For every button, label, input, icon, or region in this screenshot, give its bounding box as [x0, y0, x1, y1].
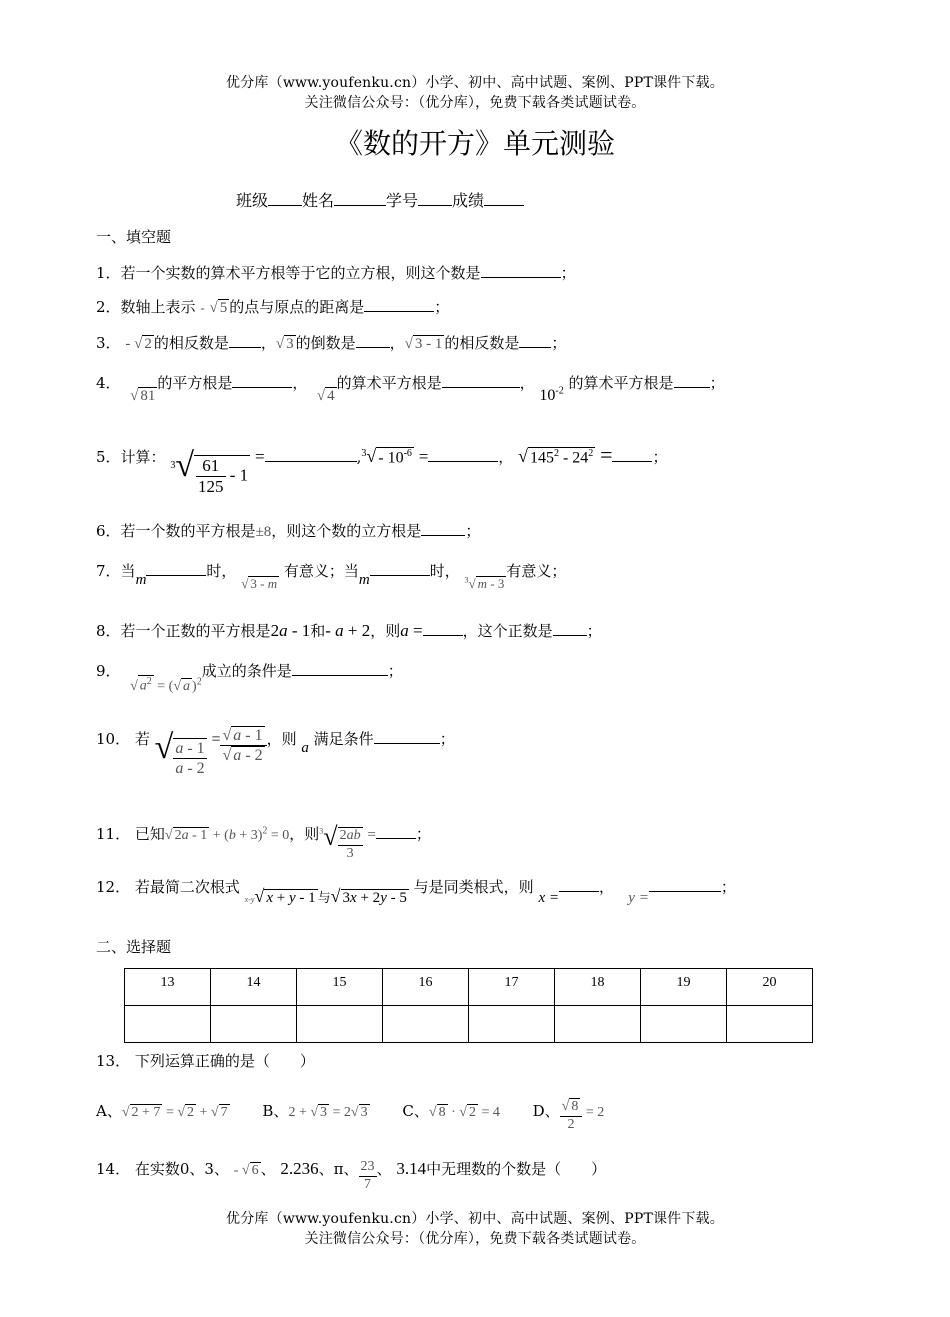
answer-header-19: 19 — [641, 969, 727, 1006]
answer-header-13: 13 — [125, 969, 211, 1006]
question-13: 13． 下列运算正确的是（ ） — [96, 1052, 315, 1070]
student-info — [236, 188, 524, 211]
question-13-options — [96, 1098, 604, 1134]
footer-line-1: 优分库（www.youfenku.cn）小学、初中、高中试题、案例、PPT课件下载。 — [226, 1211, 724, 1227]
answer-cell[interactable] — [125, 1006, 211, 1043]
header-line-1: 优分库（www.youfenku.cn）小学、初中、高中试题、案例、PPT课件下载。 — [226, 75, 724, 91]
answer-cell[interactable] — [383, 1006, 469, 1043]
answer-header-20: 20 — [727, 969, 813, 1006]
answer-header-17: 17 — [469, 969, 555, 1006]
answer-cell[interactable] — [211, 1006, 297, 1043]
question-9: 9． √ $a^2$ = (√ a )$^2$成立的条件是 ； — [96, 662, 403, 694]
score-label: 成绩 — [452, 191, 485, 210]
question-5: 5．计算： $_3$√ $\frac{61}{125}$ - $1 = ,^3√ - 10^{-6}$ = ， √ $145^2 - 24^2$ = ； — [96, 442, 668, 497]
option-a[interactable]: A、√ 2 + 7 = √ 2 + √ 7 — [96, 1101, 228, 1120]
answer-blank[interactable] — [481, 263, 561, 278]
answer-header-15: 15 — [297, 969, 383, 1006]
answer-cell[interactable] — [555, 1006, 641, 1043]
answer-header-18: 18 — [555, 969, 641, 1006]
question-1: 1．若一个实数的算术平方根等于它的立方根，则这个数是 ； — [96, 264, 576, 282]
option-c[interactable]: C、√ 8 · √ 2 = 4 — [402, 1101, 500, 1120]
question-8: 8．若一个正数的平方根是2a - 1和- a + 2，则a = ，这个正数是 ； — [96, 621, 602, 640]
answer-cell[interactable] — [641, 1006, 727, 1043]
class-label: 班级 — [236, 191, 269, 210]
question-3: 3． - √ 2 的相反数是 ，√ 3 的倒数是 ，√ 3 - 1 的相反数是 ； — [96, 334, 567, 352]
name-label: 姓名 — [302, 191, 335, 210]
header-line-2: 关注微信公众号：（优分库），免费下载各类试题试卷。 — [304, 95, 646, 111]
question-4: 4． √ 81的平方根是 ， √ 4的算术平方根是 ， $10^{-2}$ 的算术平方根是 ； — [96, 374, 725, 404]
answer-cell[interactable] — [469, 1006, 555, 1043]
option-b[interactable]: B、2 + √ 3 = 2√ 3 — [262, 1101, 368, 1120]
question-2: 2．数轴上表示 - √ 5 的点与原点的距离是 ； — [96, 298, 450, 316]
question-14: 14． 在实数0、3、 - √ 6 、 2.236、π、 $\frac{23}{7}$ 、 3.14中无理数的个数是（ ） — [96, 1159, 607, 1192]
question-6: 6．若一个数的平方根是±8，则这个数的立方根是 ； — [96, 522, 481, 540]
section-multiple-choice: 二、选择题 — [96, 938, 172, 956]
question-12: 12． 若最简二次根式 $_{x-y}$√ x + y - 1 与√ 3x + 2y - 5 与是同类根式，则 x =， y =； — [96, 878, 736, 906]
question-10: 10． 若 √ $\frac{a - 1}{a - 2}$ = $\frac{√ a - 1}{√ a - 2}$ ，则 a 满足条件 ； — [96, 727, 455, 778]
answer-table — [124, 968, 813, 1043]
number-label: 学号 — [386, 191, 419, 210]
answer-header-16: 16 — [383, 969, 469, 1006]
answer-header-14: 14 — [211, 969, 297, 1006]
question-7: 7．当m 时， √ 3 - m 有意义；当m 时， $^3$√ m - 3有意义； — [96, 562, 567, 591]
answer-cell[interactable] — [727, 1006, 813, 1043]
footer-line-2: 关注微信公众号：（优分库），免费下载各类试题试卷。 — [304, 1231, 646, 1247]
answer-blank[interactable] — [364, 297, 434, 312]
page-title: 《数的开方》单元测验 — [334, 127, 615, 160]
answer-cell[interactable] — [297, 1006, 383, 1043]
section-fill-in: 一、填空题 — [96, 228, 172, 246]
option-d[interactable]: D、 $\frac{√ 8}{2}$ = 2 — [532, 1099, 605, 1132]
question-11: 11． 已知√ $2a - 1 + (b + 3)^2 = 0$，则$^3$√ $\frac{2ab}{3}$ = ； — [96, 822, 431, 862]
